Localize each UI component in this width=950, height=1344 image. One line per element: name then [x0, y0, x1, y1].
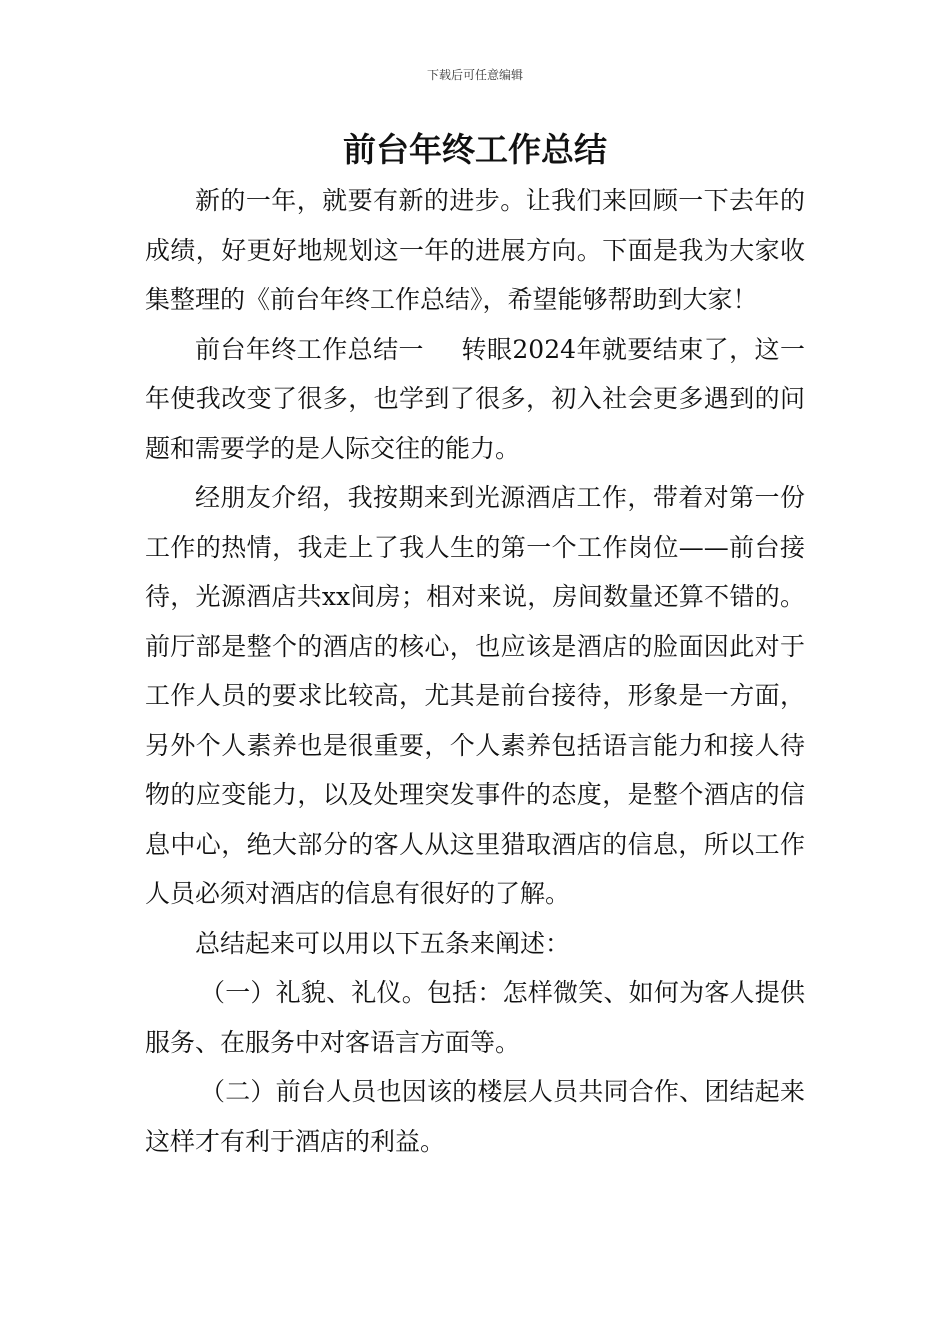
- paragraph-section-one: [145, 325, 805, 474]
- document-body: [145, 176, 805, 1166]
- paragraph-intro: 新的一年，就要有新的进步。让我们来回顾一下去年的成绩，好更好地规划这一年的进展方向。下面是我为大家收集整理的《前台年终工作总结》，希望能够帮助到大家！: [145, 186, 805, 314]
- page-title: 前台年终工作总结: [343, 130, 607, 169]
- paragraph-summary-lead: 总结起来可以用以下五条来阐述：: [195, 928, 571, 958]
- paragraph-work-experience: 经朋友介绍，我按期来到光源酒店工作，带着对第一份工作的热情，我走上了我人生的第一个工作岗位——前台接待，光源酒店共xx间房；相对来说，房间数量还算不错的。前厅部是整个的酒店的核心，也应该是酒店的脸面因此对于工作人员的要求比较高，尤其是前台接待，形象是一方面，另外个人素养也是很重要，个人素养包括语言能力和接人待物的应变能力，以及处理突发事件的态度，是整个酒店的信息中心，绝大部分的客人从这里猎取酒店的信息，所以工作人员必须对酒店的信息有很好的了解。: [145, 483, 805, 908]
- paragraph-point-two: （二）前台人员也因该的楼层人员共同合作、团结起来这样才有利于酒店的利益。: [145, 1077, 805, 1156]
- section-one-heading: 前台年终工作总结一: [195, 334, 424, 364]
- paragraph-point-one: （一）礼貌、礼仪。包括：怎样微笑、如何为客人提供服务、在服务中对客语言方面等。: [145, 978, 805, 1057]
- header-note: 下载后可任意编辑: [426, 68, 523, 82]
- section-one-text: 转眼2024年就要结束了，这一年使我改变了很多，也学到了很多，初入社会更多遇到的问题和需要学的是人际交往的能力。: [145, 334, 805, 463]
